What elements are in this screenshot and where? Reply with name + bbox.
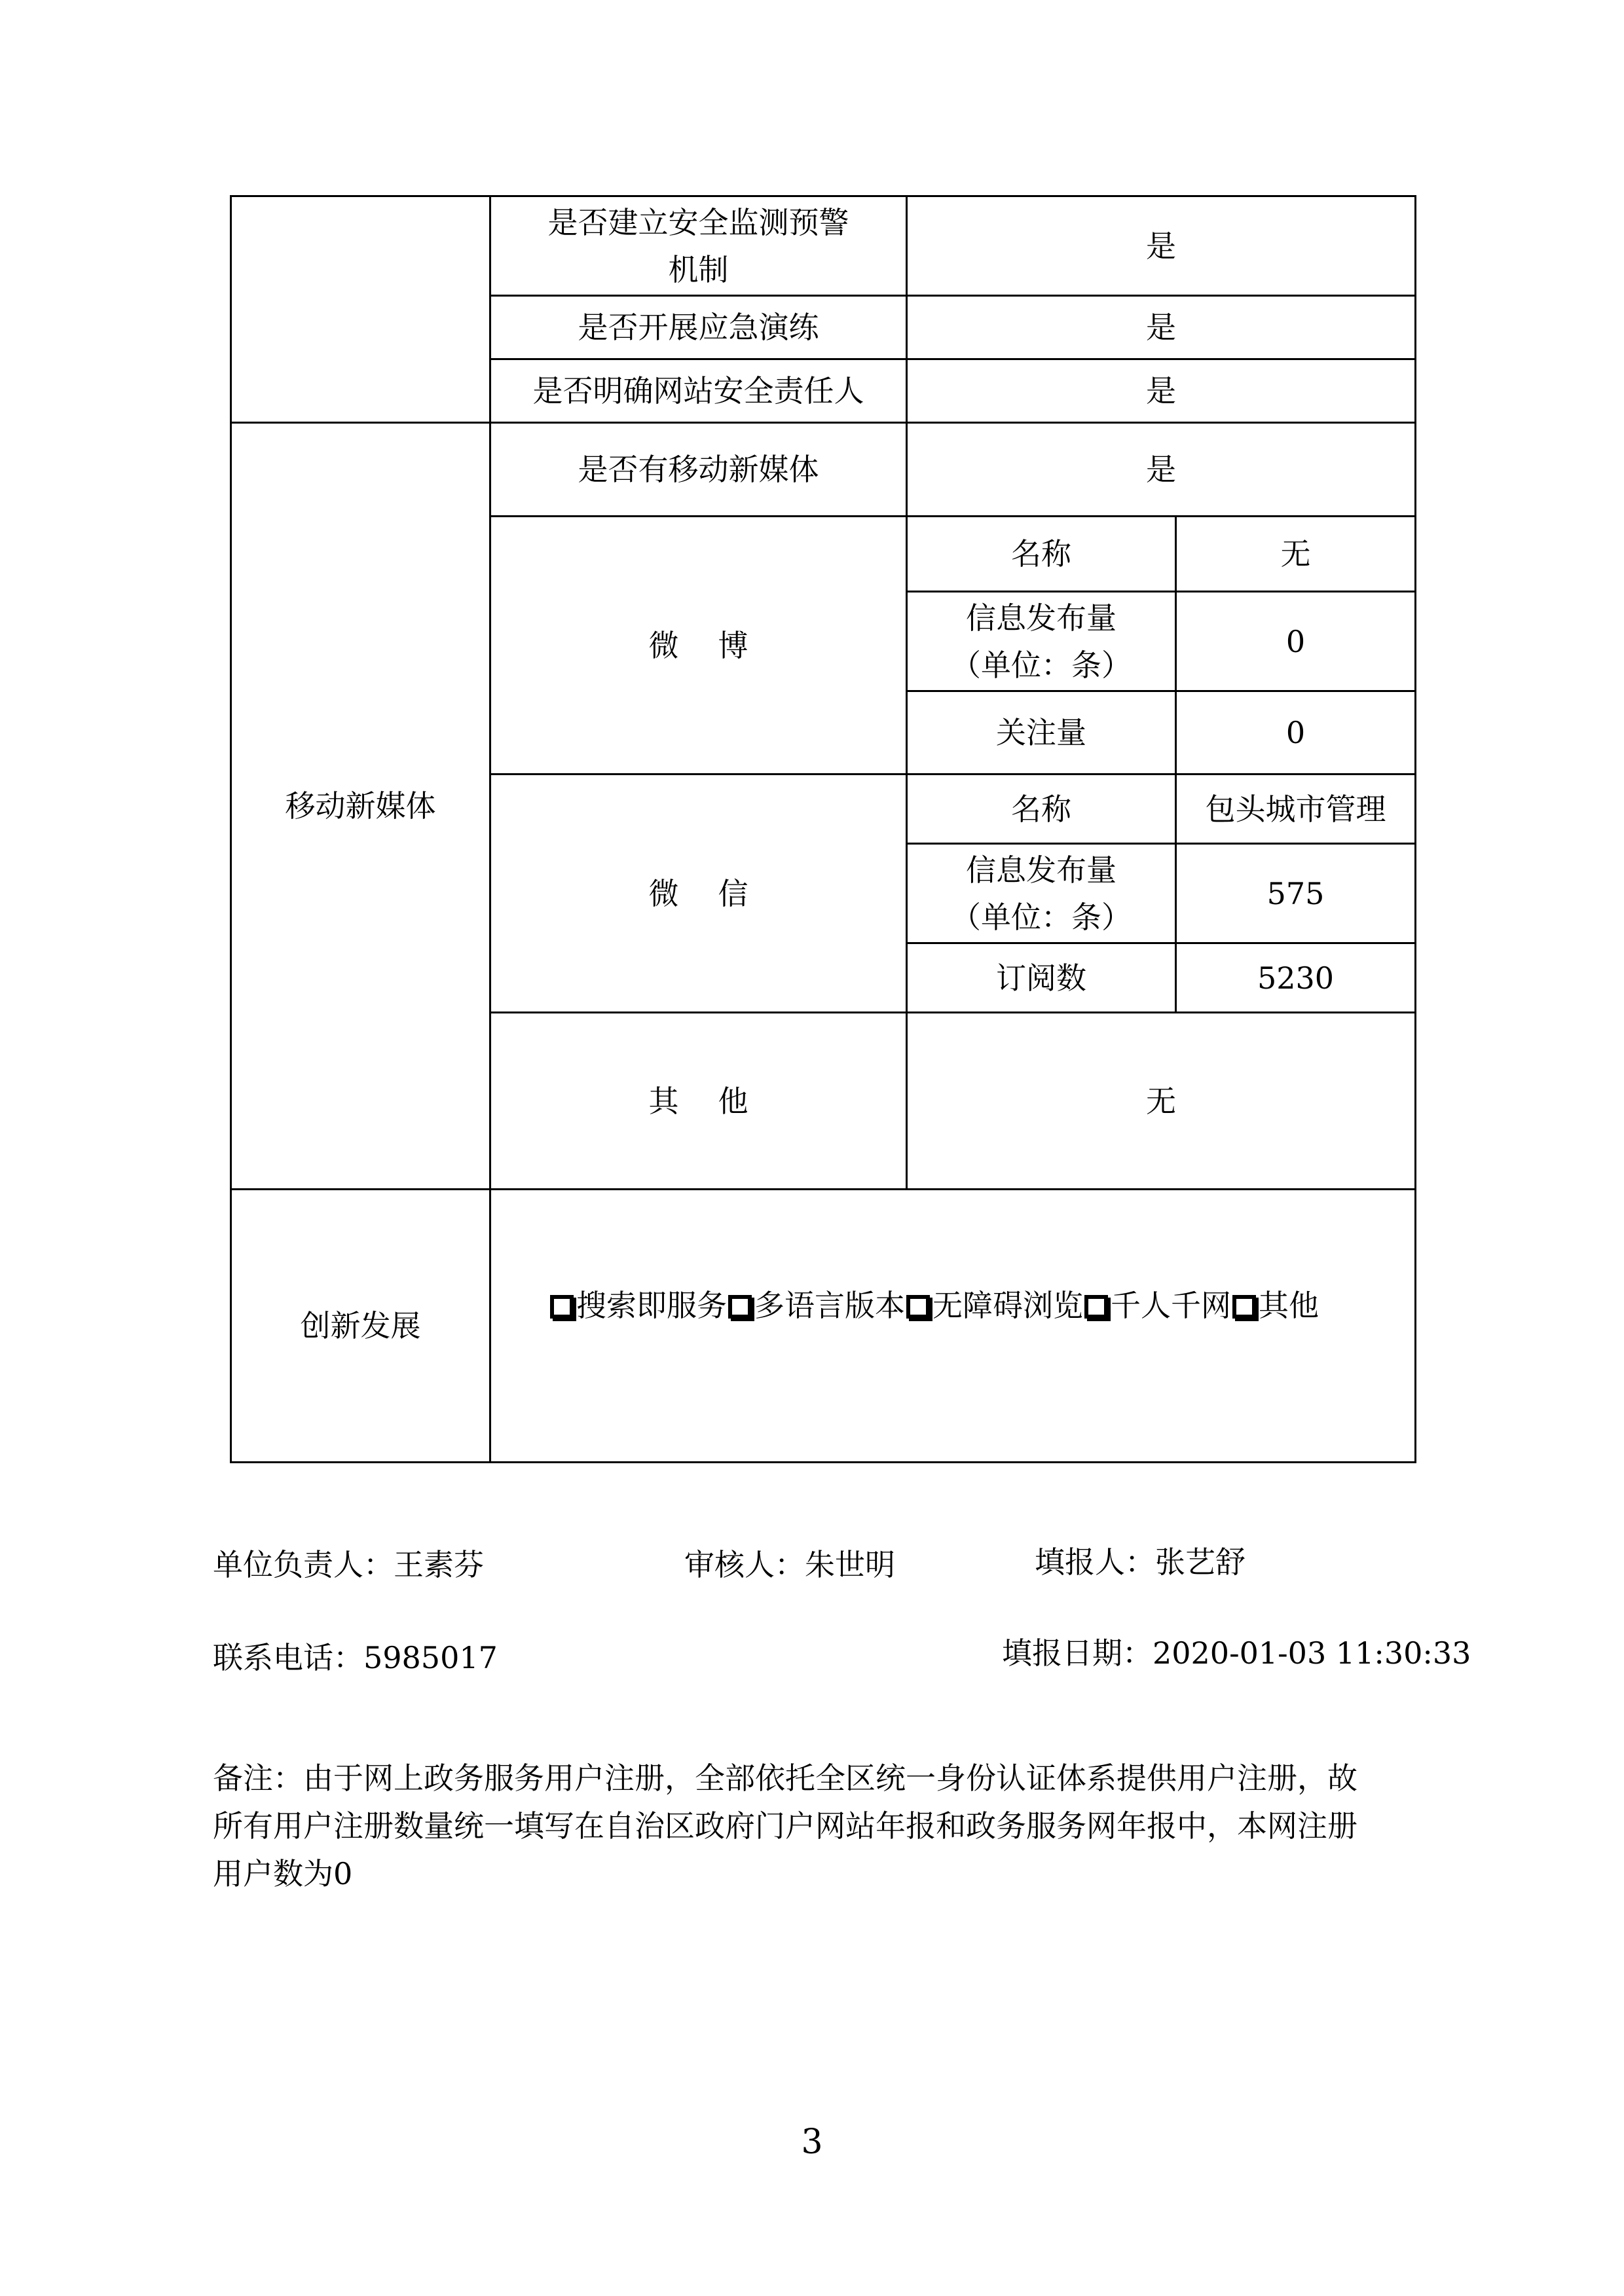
row-label: 是否建立安全监测预警 机制 (490, 196, 907, 296)
field-label: 信息发布量 （单位：条） (907, 592, 1176, 691)
weibo-label: 微博 (490, 517, 907, 774)
option-personalized[interactable]: 千人千网 (1084, 1282, 1231, 1329)
field-value: 包头城市管理 (1176, 774, 1416, 844)
checkbox-icon[interactable] (550, 1295, 574, 1319)
table-row (231, 1190, 1416, 1463)
table-row (231, 423, 1416, 517)
wechat-label: 微信 (490, 774, 907, 1013)
contact-phone: 联系电话：5985017 (213, 1640, 498, 1675)
table-row (231, 196, 1416, 296)
page-number: 3 (801, 2123, 823, 2162)
section-label: 创新发展 (231, 1190, 490, 1463)
innovation-options (490, 1190, 1416, 1463)
field-value: 5230 (1176, 943, 1416, 1013)
field-value: 0 (1176, 592, 1416, 691)
checkbox-icon[interactable] (1084, 1295, 1108, 1319)
reviewer: 审核人：朱世明 (684, 1547, 895, 1582)
field-label: 信息发布量 （单位：条） (907, 844, 1176, 943)
option-other[interactable]: 其他 (1232, 1282, 1319, 1329)
other-label: 其他 (490, 1013, 907, 1190)
field-label: 名称 (907, 774, 1176, 844)
row-label: 是否开展应急演练 (490, 296, 907, 359)
field-value: 无 (1176, 517, 1416, 592)
security-section-cell (231, 196, 490, 423)
checkbox-icon[interactable] (1232, 1295, 1256, 1319)
field-value: 575 (1176, 844, 1416, 943)
filler: 填报人：张艺舒 (1035, 1544, 1246, 1580)
other-value: 无 (907, 1013, 1416, 1190)
section-label: 移动新媒体 (231, 423, 490, 1190)
row-value: 是 (907, 423, 1416, 517)
option-multilingual[interactable]: 多语言版本 (728, 1282, 905, 1329)
field-label: 名称 (907, 517, 1176, 592)
option-search-service[interactable]: 搜索即服务 (550, 1282, 727, 1329)
remarks: 备注：由于网上政务服务用户注册，全部依托全区统一身份认证体系提供用户注册，故所有用户注册数量统一填写在自治区政府门户网站年报和政务服务网年报中，本网注册用户数为0 (213, 1760, 1357, 1891)
checkbox-icon[interactable] (728, 1295, 752, 1319)
row-value: 是 (907, 296, 1416, 359)
checkbox-icon[interactable] (906, 1295, 930, 1319)
option-accessibility[interactable]: 无障碍浏览 (906, 1282, 1083, 1329)
fill-date: 填报日期：2020-01-03 11:30:33 (1002, 1635, 1471, 1671)
row-value: 是 (907, 359, 1416, 423)
row-label: 是否有移动新媒体 (490, 423, 907, 517)
report-table (230, 195, 1416, 1463)
field-value: 0 (1176, 691, 1416, 774)
row-value: 是 (907, 196, 1416, 296)
field-label: 订阅数 (907, 943, 1176, 1013)
unit-head: 单位负责人：王素芬 (213, 1547, 484, 1582)
field-label: 关注量 (907, 691, 1176, 774)
row-label: 是否明确网站安全责任人 (490, 359, 907, 423)
